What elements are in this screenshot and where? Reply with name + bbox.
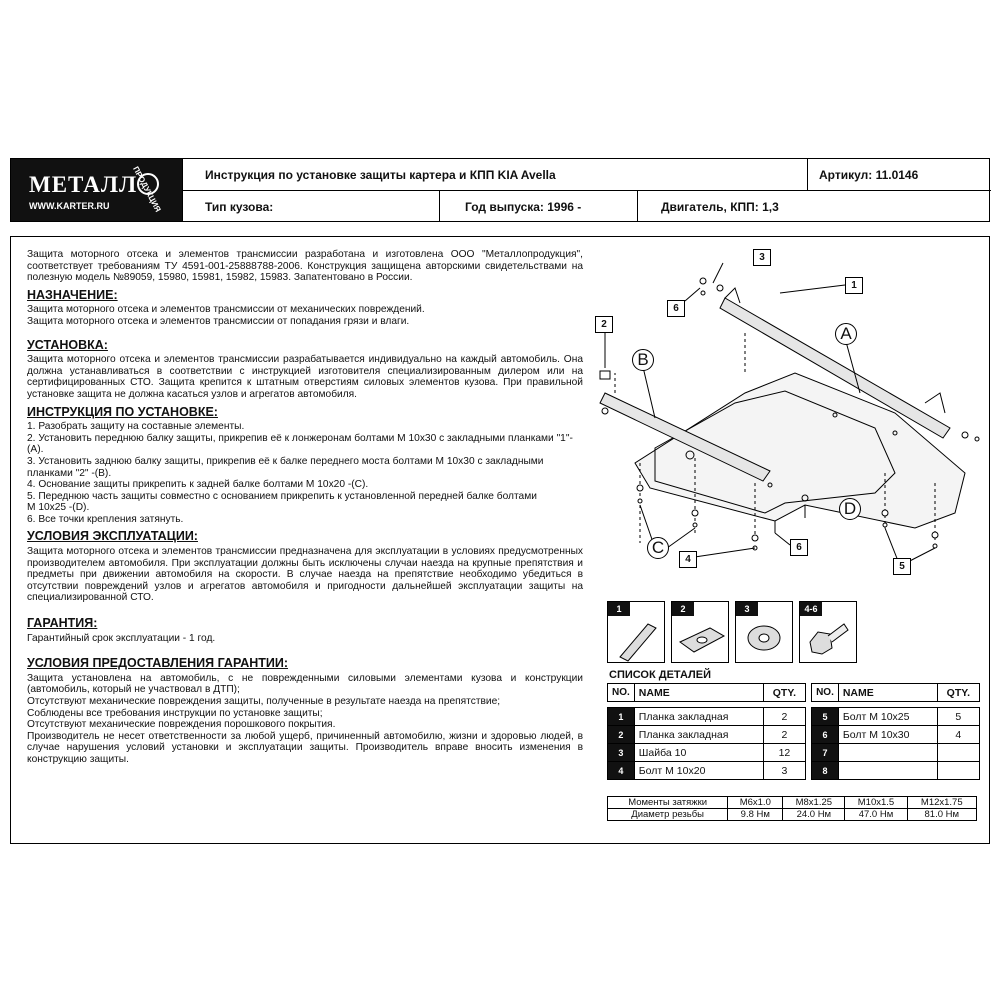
logo-main: МЕТАЛЛ <box>29 172 138 197</box>
callout-3: 3 <box>753 249 771 266</box>
intro-text: Защита моторного отсека и элементов трансмиссии разработана и изготовлена ООО "Металлопродукция", соответствует требованиям ТУ 4591-001-25888788-2006. Конструкция защищена авторскими свидетельствами на полезную модель №89059, 15980, 15981, 15982, 15983. Запатентовано в России. <box>27 249 583 284</box>
section-heading: НАЗНАЧЕНИЕ: <box>27 290 583 303</box>
col-no: NO. <box>812 684 839 702</box>
instruction-step: 1. Разобрать защиту на составные элементы. <box>27 421 245 433</box>
logo-url: WWW.KARTER.RU <box>29 201 110 211</box>
callout-5: 5 <box>893 558 911 575</box>
col-name: NAME <box>634 684 763 702</box>
instruction-step: 4. Основание защиты прикрепить к задней балке болтами М 10х20 -(C). <box>27 479 369 491</box>
installation-text: Защита моторного отсека и элементов трансмиссии разрабатывается индивидуально на каждый автомобиль. Она должна устанавливаться в соответствии с инструкцией изготовителя специализированным дилером или на сертифицированных СТО. Защита крепится к штатным отверстиям силовых элементов кузова. При правильной установке защита не должна касаться узлов и агрегатов автомобиля. <box>27 354 583 400</box>
purpose-line: Защита моторного отсека и элементов трансмиссии от попадания грязи и влаги. <box>27 315 410 327</box>
warranty-condition: Производитель не несет ответственности за любой ущерб, причиненный автомобилю, жизни и здоровью людей, в случае нарушения условий установки и эксплуатации защиты. Производитель вправе вносить изменения в конструкцию защиты. <box>27 730 583 765</box>
part-picture: 3 <box>735 601 793 663</box>
instruction-step: 2. Установить переднюю балку защиты, прикрепив её к лонжеронам болтами М 10х30 с закладными планками "1"-(A). <box>27 432 573 456</box>
year: Год выпуска: 1996 - <box>465 200 582 214</box>
parts-table <box>607 683 980 780</box>
section-heading: УСЛОВИЯ ПРЕДОСТАВЛЕНИЯ ГАРАНТИИ: <box>27 658 583 671</box>
header-divider <box>183 190 991 191</box>
section-heading: ГАРАНТИЯ: <box>27 618 583 631</box>
section-heading: УСТАНОВКА: <box>27 340 583 353</box>
purpose-line: Защита моторного отсека и элементов трансмиссии от механических повреждений. <box>27 304 425 316</box>
instruction-step: 6. Все точки крепления затянуть. <box>27 513 184 525</box>
table-row: Диаметр резьбы 9.8 Нм 24.0 Нм 47.0 Нм 81.0 Нм <box>608 809 977 821</box>
section-heading: УСЛОВИЯ ЭКСПЛУАТАЦИИ: <box>27 531 583 544</box>
parts-list-title: СПИСОК ДЕТАЛЕЙ <box>609 669 711 681</box>
logo <box>11 159 183 221</box>
col-no: NO. <box>608 684 635 702</box>
article-number: Артикул: 11.0146 <box>819 168 919 182</box>
letter-c: C <box>647 537 669 559</box>
callout-1: 1 <box>845 277 863 294</box>
body-type: Тип кузова: <box>205 200 274 214</box>
header-divider <box>637 190 638 221</box>
header-divider <box>439 190 440 221</box>
instruction-step: М 10х25 -(D). <box>27 502 90 514</box>
instructions-text <box>27 249 583 766</box>
section-heading: ИНСТРУКЦИЯ ПО УСТАНОВКЕ: <box>27 407 583 420</box>
warranty-condition: Отсутствуют механические повреждения порошкового покрытия. <box>27 719 336 731</box>
table-row: 3 Шайба 10 12 7 <box>608 744 980 762</box>
letter-a: A <box>835 323 857 345</box>
letter-d: D <box>839 498 861 520</box>
warranty-condition: Защита установлена на автомобиль, с не поврежденными силовыми элементами кузова и конструкции (автомобиль, который не участвовал в ДТП); <box>27 672 583 696</box>
torque-table <box>607 796 977 821</box>
header-divider <box>807 159 808 190</box>
col-qty: QTY. <box>763 684 805 702</box>
logo-side-text: ПРОДУКЦИЯ <box>131 165 163 214</box>
letter-b: B <box>632 349 654 371</box>
callout-2: 2 <box>595 316 613 333</box>
assembly-drawing <box>595 243 985 583</box>
callout-6: 6 <box>790 539 808 556</box>
part-picture: 4-6 <box>799 601 857 663</box>
header <box>10 158 990 222</box>
document-title: Инструкция по установке защиты картера и КПП KIA Avella <box>205 168 556 182</box>
instruction-step: 3. Установить заднюю балку защиты, прикрепив её к балке переднего моста болтами М 10х30 с закладными планками "2" -(B). <box>27 455 544 479</box>
table-row: 1 Планка закладная 2 5 Болт М 10х25 5 <box>608 708 980 726</box>
assembly-diagram <box>595 243 985 583</box>
part-pictures <box>607 601 857 664</box>
callout-4: 4 <box>679 551 697 568</box>
col-name: NAME <box>838 684 937 702</box>
warranty-condition: Отсутствуют механические повреждения защиты, полученные в результате наезда на препятствие; <box>27 696 501 707</box>
col-qty: QTY. <box>937 684 979 702</box>
warranty-text: Гарантийный срок эксплуатации - 1 год. <box>27 632 216 644</box>
instruction-step: 5. Переднюю часть защиты совместно с основанием прикрепить к установленной передней балке болтами <box>27 490 537 502</box>
table-row: Моменты затяжки M6x1.0 M8x1.25 M10x1.5 M12x1.75 <box>608 797 977 809</box>
callout-6: 6 <box>667 300 685 317</box>
engine: Двигатель, КПП: 1,3 <box>661 200 779 214</box>
conditions-text: Защита моторного отсека и элементов трансмиссии предназначена для эксплуатации в условиях предусмотренных производителем автомобиля. При эксплуатации должны быть исключены случаи наезда на крупные препятствия и предметы при движении автомобиля на скорости. В случае наезда на препятствие необходимо убедиться в отсутствии повреждений узлов и агрегатов автомобиля и пригодности дальнейшей эксплуатации защиты на специализированной СТО. <box>27 546 583 604</box>
warranty-condition: Соблюдены все требования инструкции по установке защиты; <box>27 707 323 719</box>
table-row: 4 Болт М 10х20 3 8 <box>608 762 980 780</box>
part-picture: 1 <box>607 601 665 663</box>
table-row: 2 Планка закладная 2 6 Болт М 10х30 4 <box>608 726 980 744</box>
part-picture: 2 <box>671 601 729 663</box>
